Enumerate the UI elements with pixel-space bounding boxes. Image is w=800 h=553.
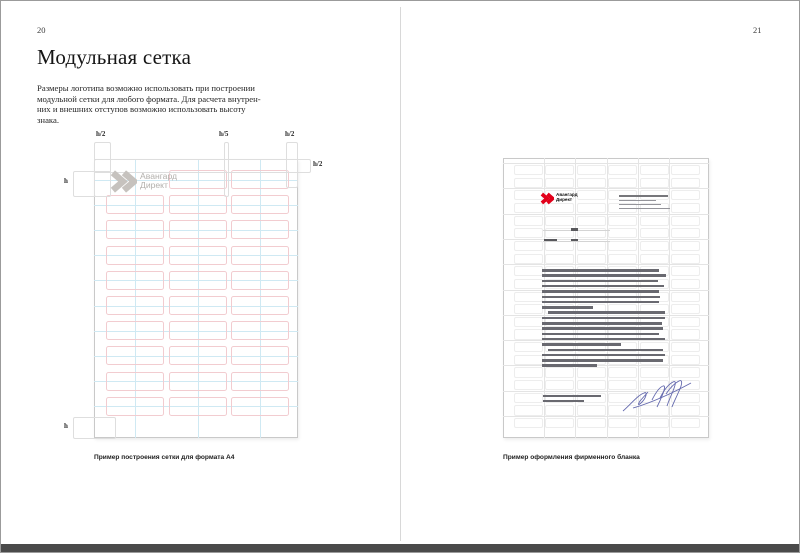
address-placeholder-line [619,208,670,210]
grid-module-cell [169,321,227,340]
body-text-bar [542,285,664,288]
grid-module-cell [169,220,227,239]
page-title: Модульная сетка [37,45,192,69]
signature-scribble [621,377,696,422]
grid-module-cell [106,346,164,365]
grid-module-cell [671,203,700,213]
grid-module-cell [514,203,543,213]
grid-module-cell [640,178,669,188]
grid-module-cell [169,195,227,214]
page-number-left: 20 [37,25,46,35]
grid-module-cell [671,178,700,188]
grid-module-cell [231,271,289,290]
grid-module-cell [514,178,543,188]
grid-module-cell [514,216,543,226]
grid-module-cell [169,346,227,365]
grid-module-cell [106,372,164,391]
grid-module-cell [106,246,164,265]
grid-module-cell [671,329,700,339]
logo-word-1: Авангард [140,171,178,181]
page-number-right: 21 [753,25,762,35]
grid-module-cell [231,246,289,265]
grid-module-cell [545,380,574,390]
logo-word-2: Директ [140,179,168,190]
grid-module-cell [640,254,669,264]
grid-module-cell [231,372,289,391]
logo-chevron-icon [109,170,137,198]
grid-module-cell [106,271,164,290]
logo-word-1: Авангард [556,192,578,197]
grid-module-cell [514,317,543,327]
grid-module-cell [577,380,606,390]
body-text-bar [542,327,663,330]
grid-module-cell [671,292,700,302]
body-text-bar [542,322,662,325]
grid-line-horizontal [503,264,709,265]
grid-module-cell [169,246,227,265]
grid-module-cell [231,321,289,340]
grid-line-horizontal [503,188,709,189]
logo-word-2: Директ [556,196,573,202]
grid-module-cell [514,342,543,352]
grid-module-cell [671,279,700,289]
grid-module-cell [514,279,543,289]
logo-red [540,191,578,211]
measure-label-bottom: h [64,422,68,430]
body-text-bar [542,290,659,293]
measure-label-top-mid: h/5 [219,130,229,138]
grid-module-cell [231,220,289,239]
body-text-bar [542,359,663,362]
grid-module-cell [671,355,700,365]
grid-module-cell [608,216,637,226]
grid-module-cell [231,296,289,315]
grid-module-cell [514,367,543,377]
grid-module-cell [577,254,606,264]
grid-module-cell [608,241,637,251]
grid-module-cell [231,195,289,214]
grid-module-cell [671,317,700,327]
grid-module-cell [106,397,164,416]
grid-module-cell [106,296,164,315]
body-text-bar [542,338,665,341]
body-text-line: Размеры логотипа возможно использовать при построении [37,83,255,93]
reference-mark [544,239,557,241]
grid-module-cell [577,418,606,428]
measure-label-top-right: h/2 [285,130,295,138]
grid-module-cell [577,367,606,377]
grid-line-horizontal [503,365,709,366]
grid-module-cell [514,393,543,403]
body-text-bar [542,354,665,357]
page-gutter-divider [400,7,401,541]
caption-right: Пример оформления фирменного бланка [503,454,640,461]
logo-chevron-icon [540,191,554,211]
body-text-bar [542,296,660,299]
body-text-bar [542,280,658,283]
body-text-bar [542,301,659,304]
address-placeholder-line [619,204,661,206]
caption-left: Пример построения сетки для формата А4 [94,454,235,461]
grid-module-cell [545,216,574,226]
grid-module-cell [545,241,574,251]
body-text-bar [542,343,621,346]
grid-module-cell [514,405,543,415]
measure-strip-logo-height [73,171,111,197]
grid-module-cell [514,380,543,390]
grid-module-cell [640,216,669,226]
grid-module-cell [671,190,700,200]
grid-module-cell [640,228,669,238]
grid-module-cell [671,254,700,264]
grid-module-cell [608,165,637,175]
measure-strip-bottom-margin [73,417,116,439]
measure-label-right: h/2 [313,160,323,168]
grid-module-cell [231,397,289,416]
body-text-bar [542,317,665,320]
grid-module-cell [514,241,543,251]
grid-module-cell [671,342,700,352]
grid-module-cell [514,165,543,175]
grid-module-cell [671,216,700,226]
grid-module-cell [545,367,574,377]
grid-module-cell [545,254,574,264]
grid-module-cell [671,266,700,276]
grid-module-cell [169,397,227,416]
grid-module-cell [577,190,606,200]
book-bottom-edge [1,544,799,552]
body-text-bar [542,306,593,309]
body-text-bar [548,349,663,352]
grid-module-cell [608,254,637,264]
grid-module-cell [106,321,164,340]
grid-module-cell [514,266,543,276]
grid-module-cell [671,228,700,238]
grid-module-cell [545,178,574,188]
measure-label-left: h [64,177,68,185]
grid-module-cell [671,165,700,175]
grid-module-cell [514,190,543,200]
grid-module-cell [514,292,543,302]
grid-module-cell [169,271,227,290]
reference-mark [571,239,578,241]
body-text-line: знака. [37,114,60,125]
grid-module-cell [608,178,637,188]
address-placeholder-line [619,200,656,202]
address-placeholder-line [619,195,668,197]
grid-module-cell [514,254,543,264]
body-text-bar [548,311,665,314]
grid-module-cell [231,346,289,365]
grid-module-cell [640,165,669,175]
grid-module-cell [545,165,574,175]
grid-module-cell [514,304,543,314]
reference-mark [571,228,578,230]
measure-label-top-left: h/2 [96,130,106,138]
signoff-text-bar [543,395,601,397]
body-text-bar [542,269,659,272]
grid-module-cell [640,241,669,251]
grid-module-cell [545,405,574,415]
signoff-text-bar [543,400,584,402]
grid-module-cell [577,203,606,213]
grid-module-cell [671,304,700,314]
grid-module-cell [671,241,700,251]
grid-module-cell [514,329,543,339]
grid-line-horizontal [503,163,709,164]
body-text-bar [542,274,666,277]
grid-module-cell [514,355,543,365]
grid-module-cell [577,241,606,251]
grid-module-cell [514,228,543,238]
grid-module-cell [169,372,227,391]
grid-module-cell [608,228,637,238]
grid-line-horizontal [503,214,709,215]
grid-module-cell [577,216,606,226]
logo-gray [109,170,177,198]
body-text-bar [542,364,597,367]
grid-module-cell [169,296,227,315]
grid-module-cell [514,418,543,428]
grid-module-cell [545,418,574,428]
grid-line-horizontal [503,315,709,316]
grid-module-cell [577,405,606,415]
body-text-line: них и внешних отступов возможно использовать высоту [37,104,246,114]
grid-module-cell [577,165,606,175]
grid-module-cell [106,195,164,214]
body-text-line: модульной сетки для любого формата. Для расчета внутрен- [37,93,261,104]
grid-module-cell [106,220,164,239]
grid-module-cell [577,178,606,188]
body-text-bar [542,333,659,336]
